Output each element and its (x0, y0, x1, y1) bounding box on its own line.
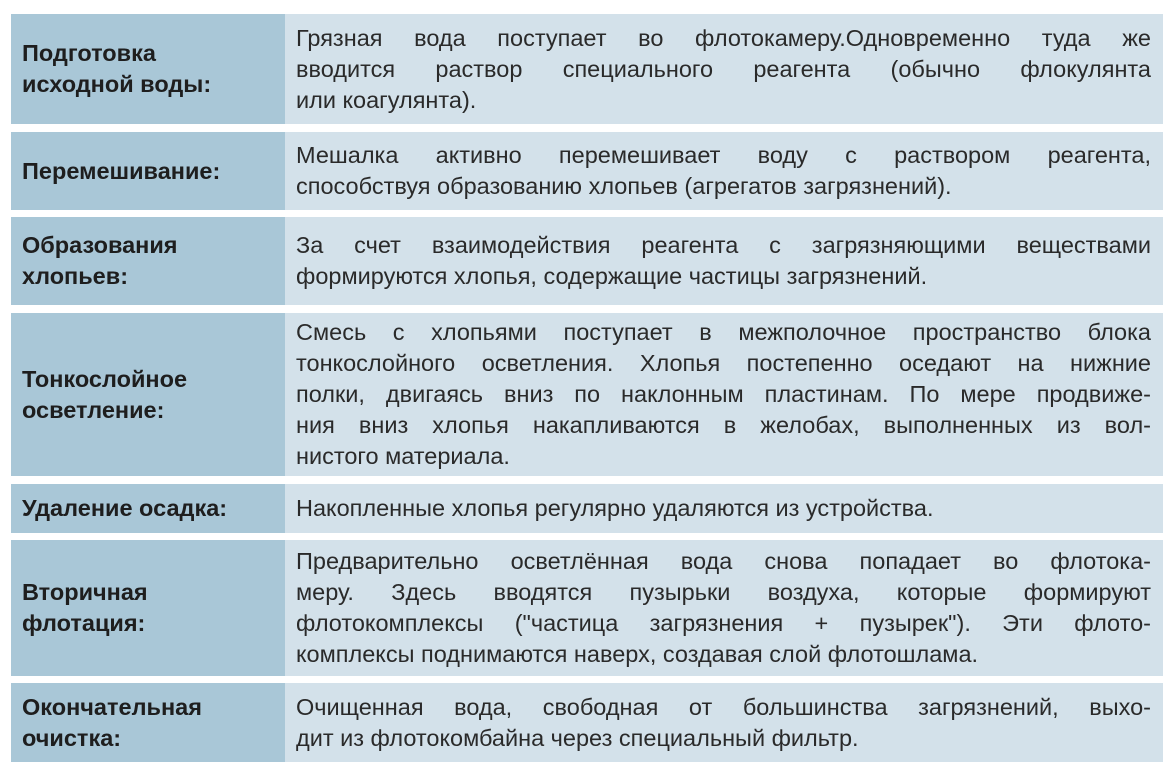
table-row (11, 540, 1163, 676)
step-label (11, 132, 285, 210)
table-row (11, 313, 1163, 476)
step-label-line: Перемешивание: (22, 157, 221, 184)
step-description-line: или коагулянта). (296, 86, 477, 113)
step-label (11, 540, 285, 676)
step-label-line: осветление: (22, 396, 165, 423)
step-label-line: Вторичная (22, 579, 148, 605)
table-row (11, 683, 1163, 762)
step-description-line: тонкослойного осветления. Хлопья постепенно оседают на нижние (296, 350, 1151, 376)
step-description-line: Грязная вода поступает во флотокамеру.Одновременно туда же (296, 24, 1151, 51)
step-description-line: флотокомплексы ("частица загрязнения + пузырек"). Эти флото- (296, 610, 1151, 636)
step-description-line: меру. Здесь вводятся пузырьки воздуха, которые формируют (296, 579, 1151, 605)
step-label-line: Тонкослойное (22, 365, 188, 392)
step-label-line: исходной воды: (22, 71, 212, 97)
table-row (11, 484, 1163, 533)
step-description (285, 132, 1163, 210)
step-description-line: нистого материала. (296, 443, 510, 469)
step-description-line: Очищенная вода, свободная от большинства загрязнений, выхо- (296, 693, 1151, 720)
step-description-line: способствуя образованию хлопьев (агрегатов загрязнений). (296, 173, 952, 199)
step-description-line: формируются хлопья, содержащие частицы загрязнений. (296, 263, 928, 289)
step-description-line: вводится раствор специального реагента (обычно флокулянта (296, 55, 1151, 82)
step-label (11, 683, 285, 762)
step-label-line: Подготовка (22, 40, 156, 66)
step-description-line: дит из флотокомбайна через специальный фильтр. (296, 724, 859, 751)
table-row (11, 132, 1163, 210)
step-label (11, 484, 285, 533)
step-description (285, 14, 1163, 124)
step-description-line: комплексы поднимаются наверх, создавая слой флотошлама. (296, 641, 979, 667)
step-description-line: Предварительно осветлённая вода снова попадает во флотока- (296, 548, 1151, 574)
step-label-line: Образования (22, 232, 178, 258)
step-label (11, 14, 285, 124)
step-label (11, 313, 285, 476)
step-description-line: Мешалка активно перемешивает воду с раствором реагента, (296, 142, 1151, 168)
step-label-line: очистка: (22, 724, 122, 751)
step-label-line: флотация: (22, 610, 146, 636)
step-description (285, 540, 1163, 676)
step-description (285, 484, 1163, 533)
step-label-line: Удаление осадка: (22, 495, 228, 521)
table-row (11, 217, 1163, 305)
step-description-line: Смесь с хлопьями поступает в межполочное пространство блока (296, 319, 1151, 345)
step-description (285, 683, 1163, 762)
step-description-line: ния вниз хлопья накапливаются в желобах, выполненных из вол- (296, 412, 1151, 438)
step-label-line: хлопьев: (22, 263, 129, 289)
step-description (285, 217, 1163, 305)
step-description-line: Накопленные хлопья регулярно удаляются из устройства. (296, 495, 934, 521)
step-description-line: За счет взаимодействия реагента с загрязняющими веществами (296, 232, 1151, 258)
step-description-line: полки, двигаясь вниз по наклонным пластинам. По мере продвиже- (296, 381, 1151, 407)
step-label-line: Окончательная (22, 693, 202, 720)
step-label (11, 217, 285, 305)
table-row (11, 14, 1163, 124)
step-description (285, 313, 1163, 476)
